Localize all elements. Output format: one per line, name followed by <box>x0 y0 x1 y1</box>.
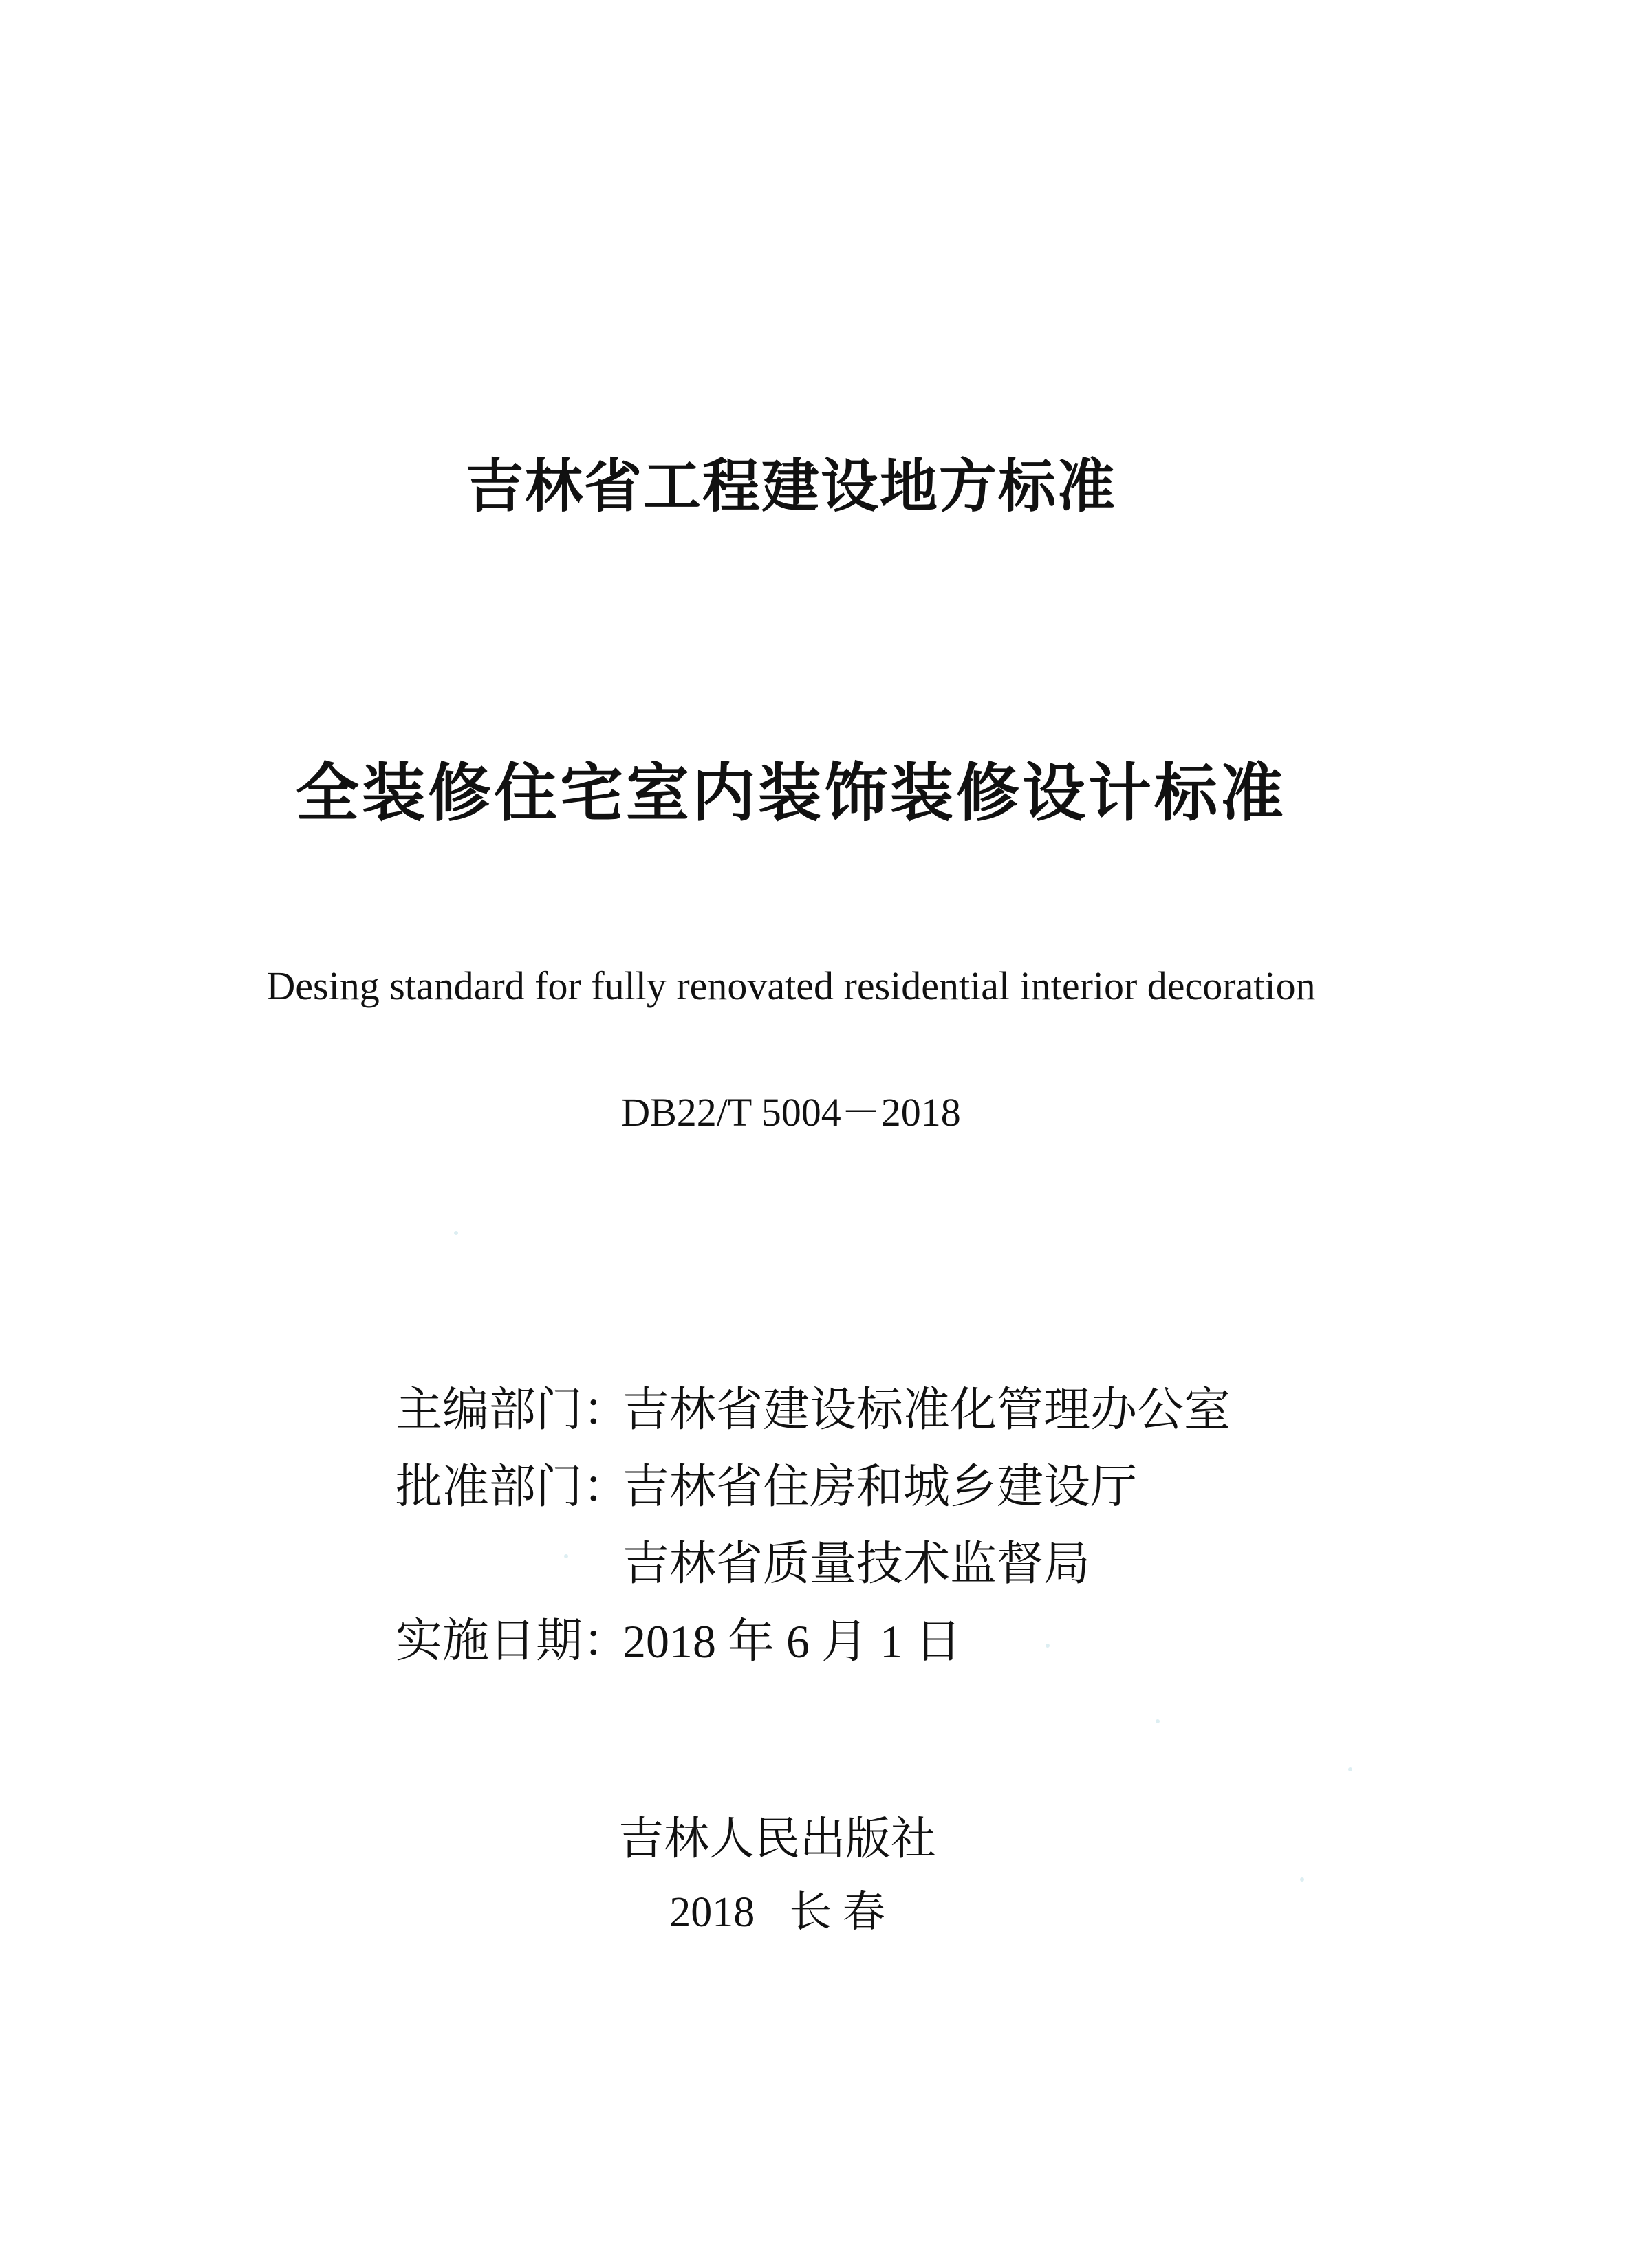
implementation-value: 2018 年 6 月 1 日 <box>622 1615 962 1668</box>
approval-row <box>396 1449 1231 1526</box>
approval-row-2 <box>396 1526 1231 1603</box>
scan-speck <box>1156 1719 1160 1723</box>
scan-speck <box>564 1554 568 1558</box>
approval-value-1: 吉林省住房和城乡建设厅 <box>622 1460 1138 1514</box>
scan-speck <box>1348 1767 1352 1771</box>
standard-number: DB22/T 5004－2018 <box>621 1090 961 1135</box>
chief-editor-row <box>396 1372 1231 1449</box>
scan-speck <box>1300 1877 1304 1882</box>
approval-label-spacer <box>396 1526 622 1603</box>
publisher-name: 吉林人民出版社 <box>618 1812 936 1865</box>
publication-year-place <box>0 1877 1555 1939</box>
info-block <box>396 1372 1231 1680</box>
implementation-label: 实施日期： <box>396 1614 630 1668</box>
main-title: 全装修住宅室内装饰装修设计标准 <box>295 756 1286 830</box>
publication-year: 2018 <box>669 1889 755 1936</box>
approval-value-2: 吉林省质量技术监督局 <box>622 1537 1091 1591</box>
scan-speck <box>454 1231 458 1235</box>
english-title: Desing standard for fully renovated residential interior decoration <box>266 963 1316 1008</box>
chief-editor-value: 吉林省建设标准化管理办公室 <box>622 1383 1231 1437</box>
scan-speck <box>1046 1644 1050 1648</box>
implementation-row <box>396 1603 1231 1680</box>
approval-label: 批准部门： <box>396 1460 630 1514</box>
publication-city: 长 春 <box>789 1889 885 1936</box>
chief-editor-label: 主编部门： <box>396 1383 630 1437</box>
series-title: 吉林省工程建设地方标准 <box>465 452 1116 520</box>
